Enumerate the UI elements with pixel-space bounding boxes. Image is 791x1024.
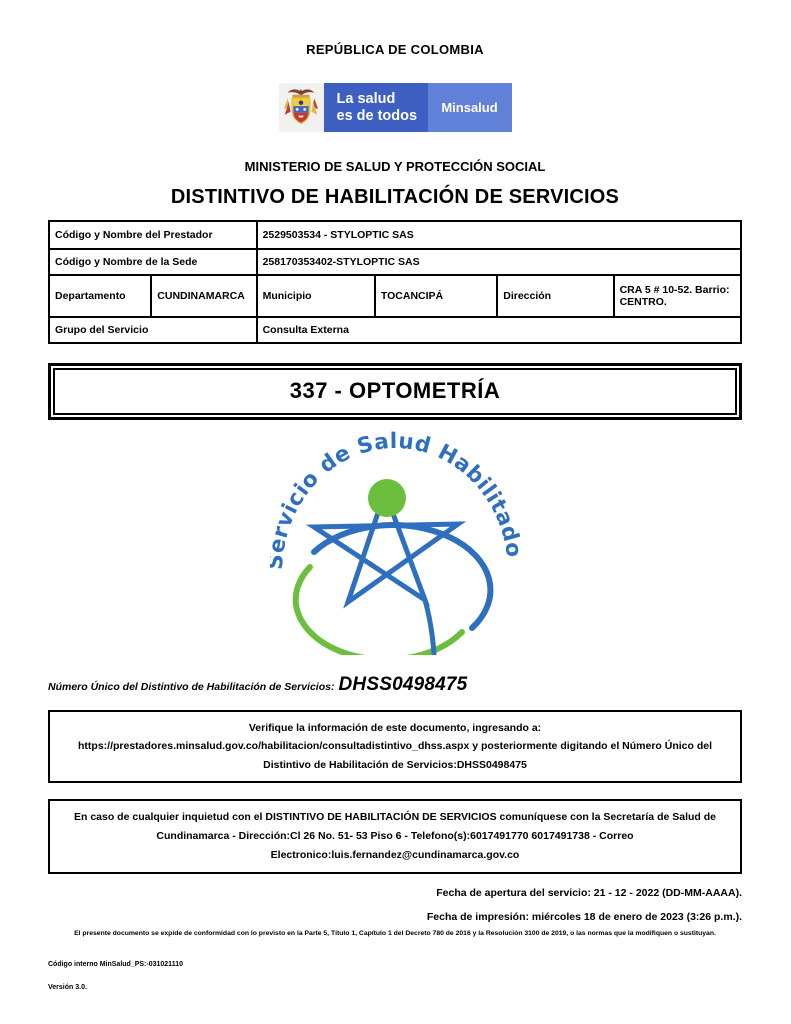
table-row-grupo bbox=[49, 317, 741, 343]
apertura-date: Fecha de apertura del servicio: 21 - 12 - 2022 (DD-MM-AAAA). bbox=[436, 886, 742, 899]
direccion-label: Dirección bbox=[497, 275, 613, 317]
verify-box: Verifique la información de este documento, ingresando a: https://prestadores.minsalud.gov.co/habilitacion/consultadistintivo_dhss.aspx y posteriormente digitando el Número Único del Distintivo de Habilitación de Servicios:DHSS0498475 bbox=[48, 710, 742, 783]
table-row-location bbox=[49, 275, 741, 317]
table-row-prestador bbox=[49, 221, 741, 249]
coat-of-arms-svg bbox=[282, 86, 320, 130]
logo-brand: Minsalud bbox=[428, 83, 512, 132]
logo-tagline-line2: es de todos bbox=[336, 107, 418, 124]
grupo-label: Grupo del Servicio bbox=[49, 317, 257, 343]
seal-curved-text: rvicio de Salud Habilita bbox=[270, 430, 519, 541]
unique-number-value: DHSS0498475 bbox=[338, 674, 468, 695]
departamento-label: Departamento bbox=[49, 275, 151, 317]
service-banner-label: 337 - OPTOMETRÍA bbox=[289, 378, 501, 403]
republic-title: REPÚBLICA DE COLOMBIA bbox=[306, 42, 484, 57]
sede-value: 258170353402-STYLOPTIC SAS bbox=[257, 249, 741, 275]
municipio-label: Municipio bbox=[257, 275, 375, 317]
prestador-label: Código y Nombre del Prestador bbox=[49, 221, 257, 249]
logo-tagline-line1: La salud bbox=[336, 91, 396, 108]
version-text: Versión 3.0. bbox=[48, 983, 87, 991]
colombia-coat-of-arms-icon bbox=[279, 83, 324, 132]
seal-leg bbox=[425, 600, 434, 654]
document-title: DISTINTIVO DE HABILITACIÓN DE SERVICIOS bbox=[170, 186, 620, 208]
seal-head bbox=[368, 479, 406, 517]
unique-number-label: Número Único del Distintivo de Habilitación de Servicios: bbox=[48, 681, 335, 693]
logo-tagline bbox=[324, 83, 428, 132]
impresion-date: Fecha de impresión: miércoles 18 de enero de 2023 (3:26 p.m.). bbox=[426, 910, 742, 923]
service-banner-inner bbox=[53, 368, 737, 415]
legal-text: El presente documento se expide de conformidad con lo previsto en la Parte 5, Título 1, Capítulo 1 del Decreto 780 de 2016 y la Resolución 3100 de 2019, o las normas que la modifiquen o sustituyan. bbox=[74, 929, 716, 937]
table-row-sede bbox=[49, 249, 741, 275]
departamento-value: CUNDINAMARCA bbox=[151, 275, 256, 317]
contact-box: En caso de cualquier inquietud con el DISTINTIVO DE HABILITACIÓN DE SERVICIOS comuníquese con la Secretaría de Salud de Cundinamarca - Dirección:Cl 26 No. 51- 53 Piso 6 - Telefono(s):6017491770 6017491738 - Correo Electronico:luis.fernandez@cundinamarca.gov.co bbox=[48, 799, 742, 874]
municipio-value: TOCANCIPÁ bbox=[375, 275, 497, 317]
sede-label: Código y Nombre de la Sede bbox=[49, 249, 257, 275]
habilitado-seal-svg bbox=[270, 430, 520, 655]
unique-number-line bbox=[48, 674, 742, 696]
service-banner bbox=[48, 363, 742, 420]
grupo-value: Consulta Externa bbox=[257, 317, 741, 343]
direccion-value: CRA 5 # 10-52. Barrio: CENTRO. bbox=[614, 275, 741, 317]
prestador-value: 2529503534 - STYLOPTIC SAS bbox=[257, 221, 741, 249]
habilitado-seal bbox=[270, 430, 520, 660]
provider-info-table bbox=[48, 220, 742, 344]
minsalud-logo bbox=[279, 83, 512, 132]
internal-code: Código interno MinSalud_PS:-031021110 bbox=[48, 960, 183, 968]
ministry-title: MINISTERIO DE SALUD Y PROTECCIÓN SOCIAL bbox=[244, 159, 546, 174]
